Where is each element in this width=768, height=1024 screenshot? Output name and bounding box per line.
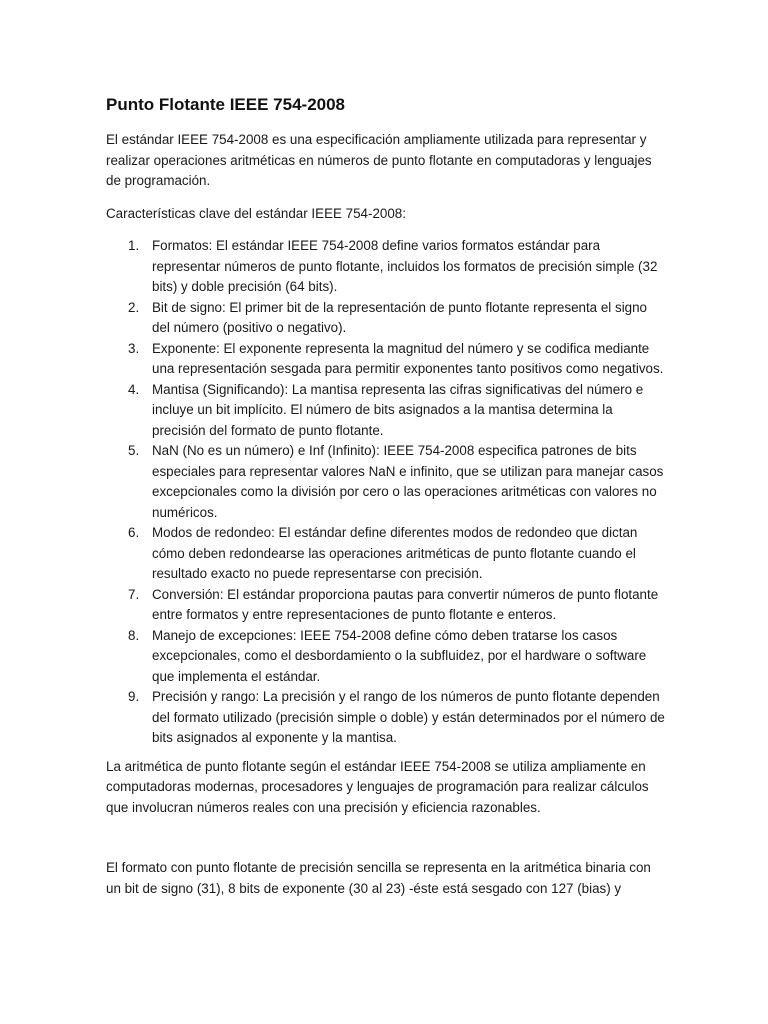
paragraph-spacer	[106, 830, 666, 858]
list-item-number: 6.	[128, 525, 140, 540]
list-item-text: Modos de redondeo: El estándar define diferentes modos de redondeo que dictan cómo deben redondearse las operaciones aritméticas de punto flotante cuando el resultado exacto no puede representarse con precisión.	[152, 525, 638, 581]
list-item-text: Exponente: El exponente representa la magnitud del número y se codifica mediante una representación sesgada para permitir exponentes tanto positivos como negativos.	[152, 340, 664, 376]
list-item-number: 9.	[128, 689, 140, 704]
list-item	[106, 626, 666, 688]
list-item-number: 5.	[128, 443, 140, 458]
list-item	[106, 298, 666, 339]
document-title: Punto Flotante IEEE 754-2008	[106, 95, 346, 114]
list-item-text: Mantisa (Significando): La mantisa representa las cifras significativas del número e incluye un bit implícito. El número de bits asignados a la mantisa determina la precisión del formato de punto flotante.	[152, 381, 644, 438]
list-item	[106, 441, 666, 523]
list-item-text: Manejo de excepciones: IEEE 754-2008 define cómo deben tratarse los casos excepcionales, como el desbordamiento o la subfluidez, por el hardware o software que implementa el estándar.	[152, 627, 647, 684]
list-item	[106, 380, 666, 442]
list-item	[106, 339, 666, 380]
features-heading: Características clave del estándar IEEE 754-2008:	[106, 205, 406, 221]
list-item-text: Precisión y rango: La precisión y el rango de los números de punto flotante dependen del formato utilizado (precisión simple o doble) y están determinados por el número de bits asignados al exponente y la mantisa.	[152, 689, 665, 745]
list-item-number: 3.	[128, 340, 140, 356]
list-item-number: 2.	[128, 299, 140, 315]
list-item-text: NaN (No es un número) e Inf (Infinito): IEEE 754-2008 especifica patrones de bits especiales para representar valores NaN e infinito, que se utilizan para manejar casos excepcionales como la división por cero o las operaciones aritméticas con valores no numéricos.	[152, 443, 664, 520]
document-body	[106, 93, 666, 911]
intro-paragraph: El estándar IEEE 754-2008 es una especificación ampliamente utilizada para representar y realizar operaciones aritméticas en números de punto flotante en computadoras y lenguajes de programación.	[106, 132, 652, 188]
features-list	[106, 236, 666, 749]
list-item-number: 4.	[128, 381, 140, 397]
list-item-number: 7.	[128, 586, 140, 602]
list-item	[106, 236, 666, 298]
list-item-text: Formatos: El estándar IEEE 754-2008 define varios formatos estándar para representar números de punto flotante, incluidos los formatos de precisión simple (32 bits) y doble precisión (64 bits).	[152, 238, 658, 294]
list-item	[106, 585, 666, 626]
list-item-number: 8.	[128, 627, 140, 643]
list-item-text: Conversión: El estándar proporciona pautas para convertir números de punto flotante entre formatos y entre representaciones de punto flotante e enteros.	[152, 586, 659, 622]
format-paragraph: El formato con punto flotante de precisión sencilla se representa en la aritmética binaria con un bit de signo (31), 8 bits de exponente (30 al 23) -éste está sesgado con 127 (bias) y	[106, 860, 651, 896]
conclusion-paragraph: La aritmética de punto flotante según el estándar IEEE 754-2008 se utiliza ampliamente en computadoras modernas, procesadores y lenguajes de programación para realizar cálculos que involucran números reales con una precisión y eficiencia razonables.	[106, 758, 649, 815]
list-item-number: 1.	[128, 238, 140, 253]
list-item-text: Bit de signo: El primer bit de la representación de punto flotante representa el signo del número (positivo o negativo).	[152, 299, 648, 335]
list-item	[106, 687, 666, 749]
list-item	[106, 523, 666, 585]
